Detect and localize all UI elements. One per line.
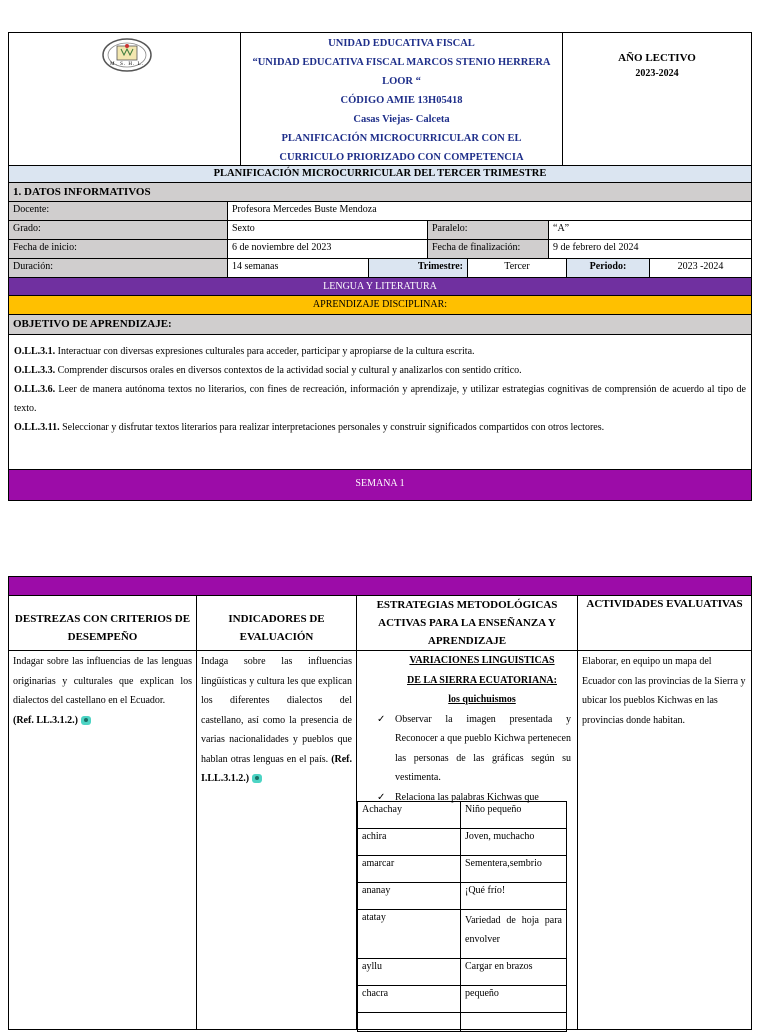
strategy-step: ✓ Relaciona las palabras Kichwas que bbox=[357, 788, 577, 808]
subject-bar: LENGUA Y LITERATURA bbox=[8, 277, 752, 296]
year-label: AÑO LECTIVO bbox=[618, 52, 696, 64]
header-year-cell bbox=[562, 32, 752, 166]
grado-label: Grado: bbox=[8, 220, 228, 240]
vocab-meaning: Cargar en brazos bbox=[460, 958, 567, 986]
plan-title-bar: PLANIFICACIÓN MICROCURRICULAR DEL TERCER TRIMESTRE bbox=[8, 165, 752, 183]
header-line-7: CURRICULO PRIORIZADO CON COMPETENCIA bbox=[279, 152, 524, 163]
table2-top-bar bbox=[8, 576, 752, 596]
duracion-value: 14 semanas bbox=[227, 258, 369, 278]
vocab-word: ayllu bbox=[357, 958, 461, 986]
col4-header: ACTIVIDADES EVALUATIVAS bbox=[577, 595, 752, 651]
school-logo bbox=[101, 37, 153, 73]
fin-value: 9 de febrero del 2024 bbox=[548, 239, 752, 259]
vocab-meaning: Sementera,sembrio bbox=[460, 855, 567, 883]
vocab-word: atatay bbox=[357, 909, 461, 959]
vocab-word: achira bbox=[357, 828, 461, 856]
col1-body: Indagar sobre las influencias de las lenguas originarias y culturales que explican los dialectos del castellano en el Ecuador. (Ref. LL.3.1.2.) bbox=[8, 650, 197, 1030]
vocab-row-partial bbox=[357, 1012, 461, 1032]
logo-text: M. S. H. L. bbox=[110, 62, 144, 67]
grado-value: Sexto bbox=[227, 220, 428, 240]
vocab-meaning: pequeño bbox=[460, 985, 567, 1013]
col3-header: ESTRATEGIAS METODOLÓGICAS ACTIVAS PARA LA ENSEÑANZA Y APRENDIZAJE bbox=[356, 595, 578, 651]
paralelo-value: “A” bbox=[548, 220, 752, 240]
objetivo-item: O.LL.3.6. Leer de manera autónoma textos no literarios, con fines de recreación, información y aprendizaje, y utilizar estrategias cognitivas de comprensión de acuerdo al tipo de texto. bbox=[14, 384, 746, 414]
trimestre-label: Trimestre: bbox=[368, 258, 468, 278]
comment-icon[interactable] bbox=[252, 774, 262, 783]
header-line-3: LOOR “ bbox=[382, 76, 421, 87]
col1-header: DESTREZAS CON CRITERIOS DE DESEMPEÑO bbox=[8, 595, 197, 651]
school-crest-icon bbox=[101, 37, 153, 73]
checkmark-icon: ✓ bbox=[377, 713, 386, 725]
header-line-2: “UNIDAD EDUCATIVA FISCAL MARCOS STENIO HERRERA bbox=[252, 57, 551, 68]
objetivo-item: O.LL.3.11. Seleccionar y disfrutar textos literarios para realizar interpretaciones personales y construir significados compartidos con otros lectores. bbox=[14, 422, 605, 433]
vocab-row-partial bbox=[460, 1012, 567, 1032]
header-line-4: CÓDIGO AMIE 13H05418 bbox=[340, 95, 463, 106]
objetivo-item: O.LL.3.3. Comprender discursos orales en diversos contextos de la actividad social y cultural y analizarlos con sentido crítico. bbox=[14, 365, 522, 376]
objetivo-item: O.LL.3.1. Interactuar con diversas expresiones culturales para acceder, participar y apropiarse de la cultura escrita. bbox=[14, 346, 475, 357]
paralelo-label: Paralelo: bbox=[427, 220, 549, 240]
header-line-6: PLANIFICACIÓN MICROCURRICULAR CON EL bbox=[281, 133, 522, 144]
periodo-label: Periodo: bbox=[566, 258, 650, 278]
strategy-step: ✓ Observar la imagen presentada y Reconocer a que pueblo Kichwa pertenecen las personas de las gráficas según su vestimenta. bbox=[357, 710, 577, 788]
docente-label: Docente: bbox=[8, 201, 228, 221]
docente-value: Profesora Mercedes Buste Mendoza bbox=[227, 201, 752, 221]
vocab-meaning: Niño pequeño bbox=[460, 801, 567, 829]
header-line-5: Casas Viejas- Calceta bbox=[353, 114, 450, 125]
col2-body: Indaga sobre las influencias lingüísticas y cultura les que explican los diferentes dialectos del castellano, así como la presencia de varias nacionalidades y pueblos que hablan otras lenguas en el país. (Ref. I.LL.3.1.2.) bbox=[196, 650, 357, 1030]
vocab-word: chacra bbox=[357, 985, 461, 1013]
semana-bar: SEMANA 1 bbox=[8, 469, 752, 501]
fin-label: Fecha de finalización: bbox=[427, 239, 549, 259]
objetivo-title: OBJETIVO DE APRENDIZAJE: bbox=[8, 314, 752, 335]
header-line-1: UNIDAD EDUCATIVA FISCAL bbox=[328, 38, 475, 49]
vocab-word: amarcar bbox=[357, 855, 461, 883]
variaciones-subtitle: DE LA SIERRA ECUATORIANA: bbox=[407, 674, 557, 686]
year-value: 2023-2024 bbox=[635, 68, 679, 79]
periodo-value: 2023 -2024 bbox=[649, 258, 752, 278]
quichuismos-title: los quichuismos bbox=[448, 694, 516, 705]
vocab-meaning: Variedad de hoja para envolver bbox=[460, 909, 567, 959]
objetivo-body bbox=[8, 334, 752, 470]
datos-section-title: 1. DATOS INFORMATIVOS bbox=[8, 182, 752, 202]
duracion-label: Duración: bbox=[8, 258, 228, 278]
col2-header: INDICADORES DE EVALUACIÓN bbox=[196, 595, 357, 651]
vocab-meaning: Joven, muchacho bbox=[460, 828, 567, 856]
vocab-word: Achachay bbox=[357, 801, 461, 829]
col4-body: Elaborar, en equipo un mapa del Ecuador con las provincias de la Sierra y ubicar los pueblos Kichwas en las provincias donde habitan. bbox=[577, 650, 752, 1030]
comment-icon[interactable] bbox=[81, 716, 91, 725]
aprendizaje-bar: APRENDIZAJE DISCIPLINAR: bbox=[8, 295, 752, 315]
header-center-cell bbox=[240, 32, 563, 166]
inicio-label: Fecha de inicio: bbox=[8, 239, 228, 259]
vocab-meaning: ¡Qué frío! bbox=[460, 882, 567, 910]
variaciones-title: VARIACIONES LINGUISTICAS bbox=[409, 655, 555, 666]
vocab-word: ananay bbox=[357, 882, 461, 910]
trimestre-value: Tercer bbox=[467, 258, 567, 278]
inicio-value: 6 de noviembre del 2023 bbox=[227, 239, 428, 259]
header-logo-cell bbox=[8, 32, 241, 166]
checkmark-icon: ✓ bbox=[377, 791, 386, 803]
